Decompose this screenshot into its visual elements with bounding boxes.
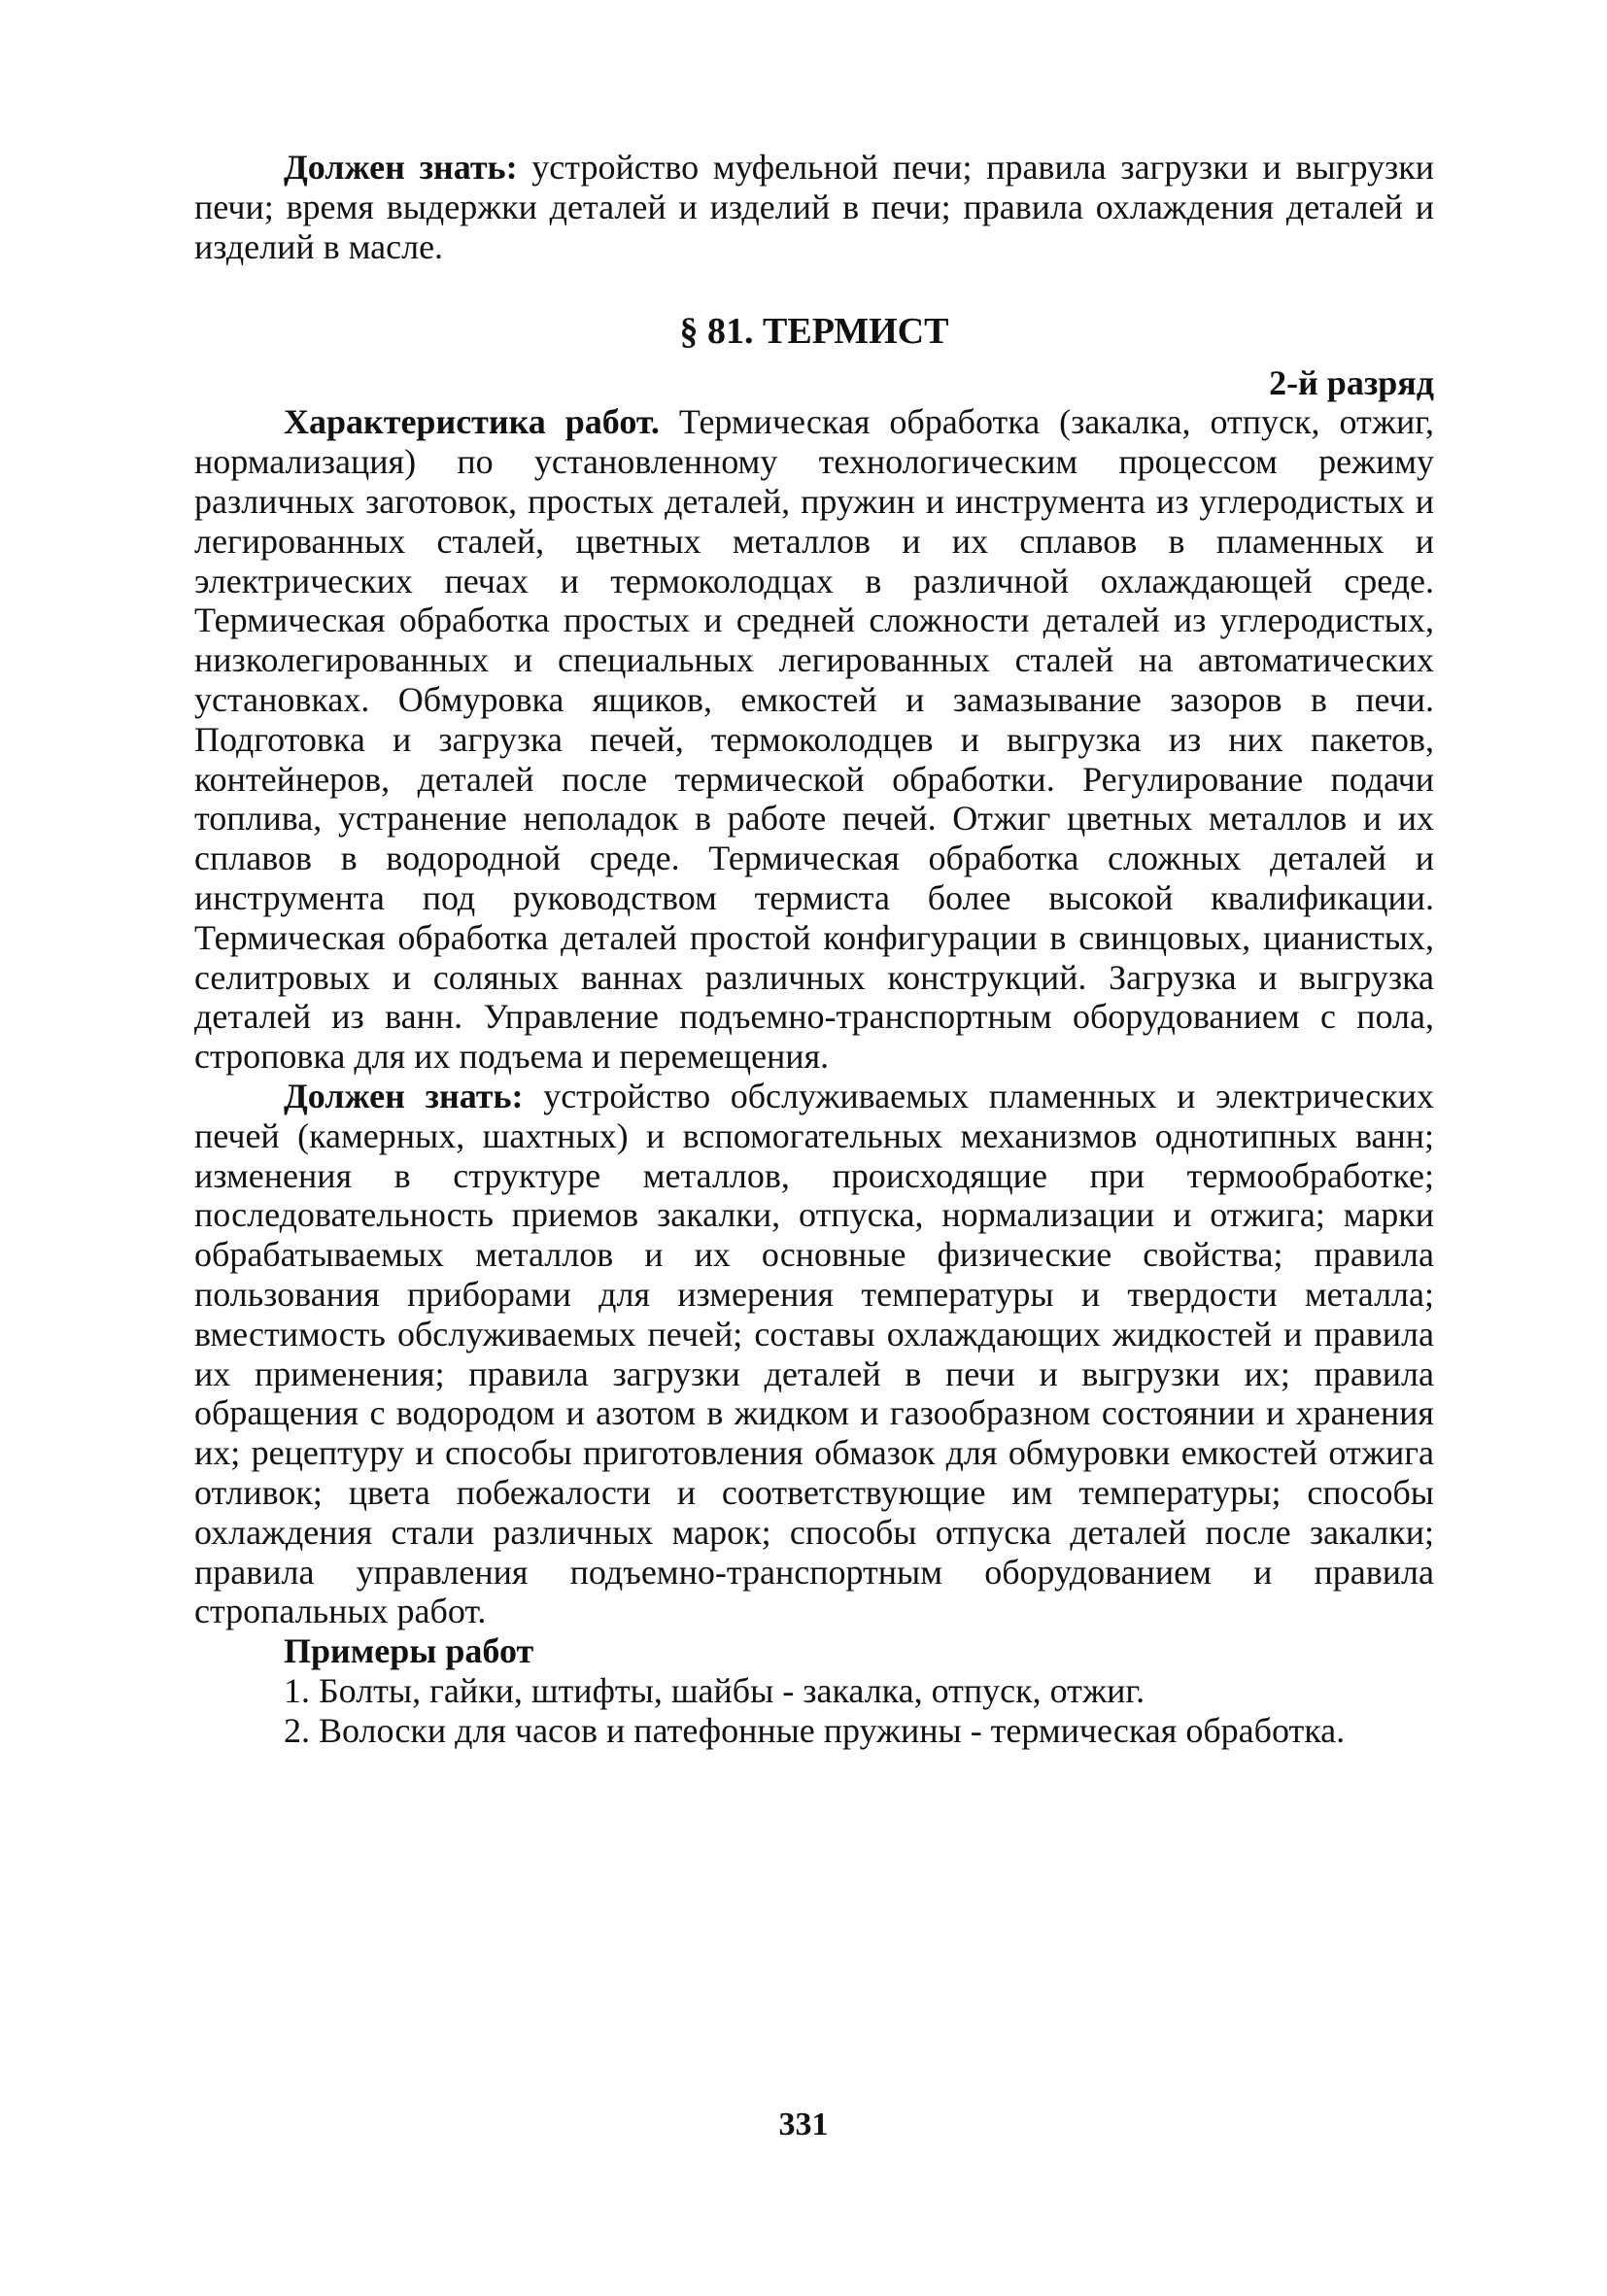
- rank-label: 2-й разряд: [1269, 363, 1434, 403]
- example-item: 2. Волоски для часов и патефонные пружины - термическая обработка.: [284, 1710, 1346, 1750]
- knowledge-label: Должен знать:: [284, 1076, 524, 1115]
- page-number: 331: [778, 2107, 829, 2142]
- characteristics-text: Термическая обработка (закалка, отпуск, отжиг, нормализация) по установленному технологическим процессом режиму различных заготовок, простых деталей, пружин и инструмента из углеродистых и легированных сталей, цветных металлов и их сплавов в пламенных и электрических печах и термоколодцах в различной охлаждающей среде. Термическая обработка простых и средней сложности деталей из углеродистых, низколегированных и специальных легированных сталей на автоматических установках. Обмуровка ящиков, емкостей и замазывание зазоров в печи. Подготовка и загрузка печей, термоколодцев и выгрузка из них пакетов, контейнеров, деталей после термической обработки. Регулирование подачи топлива, устранение неполадок в работе печей. Отжиг цветных металлов и их сплавов в водородной среде. Термическая обработка сложных деталей и инструмента под руководством термиста более высокой квалификации. Термическая обработка деталей простой конфигурации в свинцовых, цианистых, селитровых и соляных ваннах различных конструкций. Загрузка и выгрузка деталей из ванн. Управление подъемно-транспортным оборудованием с пола, строповка для их подъема и перемещения.: [194, 402, 1435, 1077]
- knowledge-text: устройство обслуживаемых пламенных и электрических печей (камерных, шахтных) и вспомогательных механизмов однотипных ванн; изменения в структуре металлов, происходящие при термообработке; последовательность приемов закалки, отпуска, нормализации и отжига; марки обрабатываемых металлов и их основные физические свойства; правила пользования приборами для измерения температуры и твердости металла; вместимость обслуживаемых печей; составы охлаждающих жидкостей и правила их применения; правила загрузки деталей в печи и выгрузки их; правила обращения с водородом и азотом в жидком и газообразном состоянии и хранения их; рецептуру и способы приготовления обмазок для обмуровки емкостей отжига отливок; цвета побежалости и соответствующие им температуры; способы охлаждения стали различных марок; способы отпуска деталей после закалки; правила управления подъемно-транспортным оборудованием и правила стропальных работ.: [194, 1076, 1435, 1631]
- characteristics-paragraph: [194, 402, 1434, 1077]
- knowledge-paragraph: [194, 1077, 1434, 1631]
- intro-text: устройство муфельной печи; правила загрузки и выгрузки печи; время выдержки деталей и изделий в печи; правила охлаждения деталей и изделий в масле.: [194, 148, 1435, 266]
- example-item: 1. Болты, гайки, штифты, шайбы - закалка, отпуск, отжиг.: [284, 1670, 1145, 1710]
- intro-label: Должен знать:: [284, 148, 518, 187]
- intro-paragraph: [194, 148, 1434, 266]
- characteristics-label: Характеристика работ.: [284, 402, 660, 442]
- examples-title: Примеры работ: [284, 1631, 534, 1671]
- page-content: [194, 148, 1434, 1750]
- section-title: § 81. ТЕРМИСТ: [679, 311, 949, 353]
